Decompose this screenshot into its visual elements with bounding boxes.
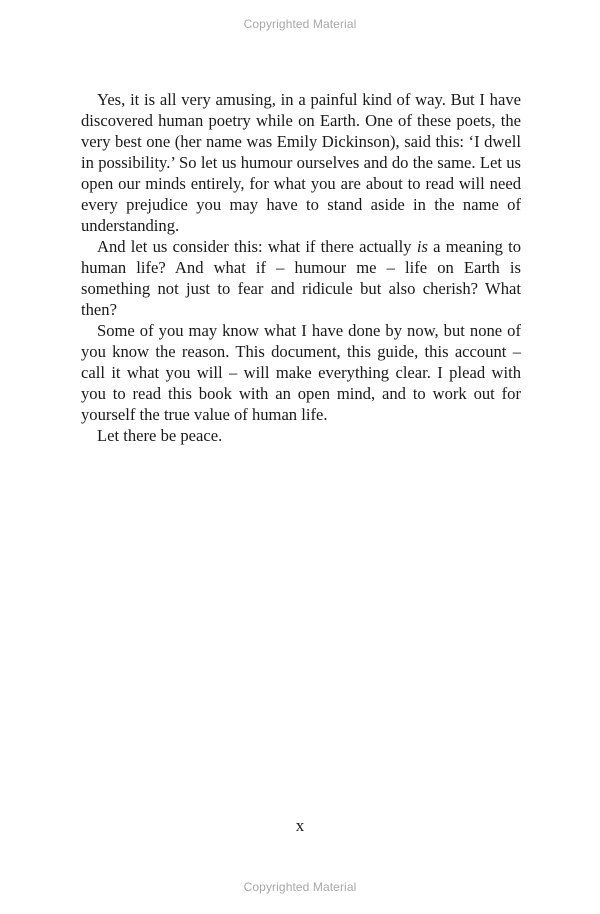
page-number: x bbox=[295, 816, 305, 835]
paragraph-2-part-2: a meaning to human life? And what if – humour me – life on Earth is something not just to fear and ridicule but also cherish? What then? bbox=[81, 237, 521, 319]
body-text bbox=[81, 89, 521, 446]
paragraph-1: Yes, it is all very amusing, in a painful kind of way. But I have discovered human poetry while on Earth. One of these poets, the very best one (her name was Emily Dickinson), said this: ‘I dwell in possibility.’ So let us humour ourselves and do the same. Let us open our minds entirely, for what you are about to read will need every prejudice you may have to stand aside in the name of understanding. bbox=[81, 90, 521, 235]
paragraph-4: Let there be peace. bbox=[97, 426, 223, 445]
copyright-watermark-bottom: Copyrighted Material bbox=[243, 880, 357, 894]
paragraph-2-emphasis: is bbox=[416, 237, 428, 256]
paragraph-2-part-1: And let us consider this: what if there actually bbox=[97, 237, 417, 256]
paragraph-2 bbox=[81, 236, 521, 320]
copyright-watermark-top: Copyrighted Material bbox=[243, 17, 357, 31]
paragraph-3: Some of you may know what I have done by now, but none of you know the reason. This document, this guide, this account – call it what you will – will make everything clear. I plead with you to read this book with an open mind, and to work out for yourself the true value of human life. bbox=[81, 321, 521, 424]
